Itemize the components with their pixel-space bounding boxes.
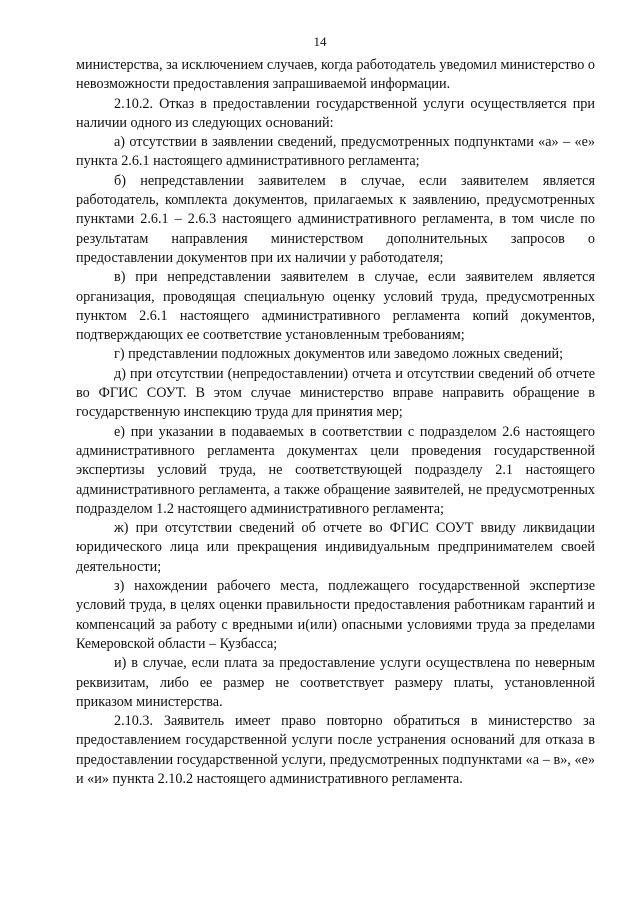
paragraph-continuation: министерства, за исключением случаев, когда работодатель уведомил министерство о невозможности предоставления запрашиваемой информации.	[76, 57, 595, 93]
list-item-v: в) при непредставлении заявителем в случае, если заявителем является организация, проводящая специальную оценку условий труда, предусмотренных пунктом 2.6.1 настоящего административного регламента копий документов, подтверждающих ее соответствие установленным требованиям;	[76, 269, 595, 344]
list-item-z: з) нахождении рабочего места, подлежащего государственной экспертизе условий труда, в целях оценки правильности предоставления работникам гарантий и компенсаций за работу с вредными и(или) опасными условиями труда за пределами Кемеровской области – Кузбасса;	[76, 578, 595, 652]
list-item-e: е) при указании в подаваемых в соответствии с подразделом 2.6 настоящего административного регламента документах цели проведения государственной экспертизы условий труда, не соответствующей подразделу 2.1 настоящего административного регламента, а также обращение заявителей, не предусмотренных подразделом 1.2 настоящего административного регламента;	[76, 423, 595, 517]
list-item-a: а) отсутствии в заявлении сведений, предусмотренных подпунктами «а» – «е» пункта 2.6.1 настоящего административного регламента;	[76, 134, 595, 170]
document-body	[76, 56, 595, 789]
paragraph-2-10-3: 2.10.3. Заявитель имеет право повторно обратиться в министерство за предоставлением государственной услуги после устранения оснований для отказа в предоставлении государственной услуги, предусмотренных подпунктами «а – в», «е» и «и» пункта 2.10.2 настоящего административного регламента.	[76, 713, 595, 787]
list-item-g: г) представлении подложных документов или заведомо ложных сведений;	[114, 346, 564, 363]
list-item-d: д) при отсутствии (непредоставлении) отчета и отсутствии сведений об отчете во ФГИС СОУТ. В этом случае министерство вправе направить обращение в государственную инспекцию труда для принятия мер;	[76, 365, 595, 421]
list-item-zh: ж) при отсутствии сведений об отчете во ФГИС СОУТ ввиду ликвидации юридического лица или прекращения индивидуальным предпринимателем своей деятельности;	[76, 520, 595, 575]
paragraph-2-10-2: 2.10.2. Отказ в предоставлении государственной услуги осуществляется при наличии одного из следующих оснований:	[76, 95, 595, 131]
list-item-b: б) непредставлении заявителем в случае, если заявителем является работодатель, комплекта документов, прилагаемых к заявлению, предусмотренных пунктами 2.6.1 – 2.6.3 настоящего административного регламента, в том числе по результатам направления министерством дополнительных запросов о предоставлении документов при их наличии у работодателя;	[76, 172, 595, 266]
page-number: 14	[313, 34, 327, 49]
list-item-i: и) в случае, если плата за предоставление услуги осуществлена по неверным реквизитам, либо ее размер не соответствует размеру платы, установленной приказом министерства.	[76, 655, 595, 710]
